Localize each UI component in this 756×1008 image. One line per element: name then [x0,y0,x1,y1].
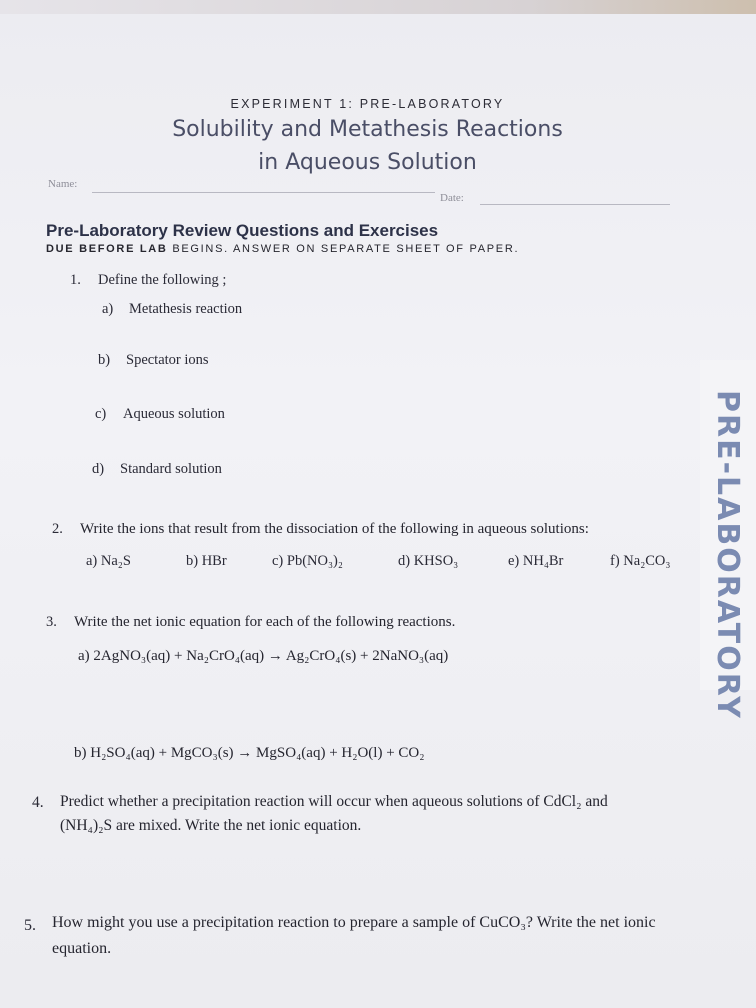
name-label: Name: [48,178,78,190]
q1-item-d-letter: d) [92,461,105,477]
q1-item-a-text: Metathesis reaction [129,301,243,317]
q2-item-c: c) Pb(NO₃)₂ [272,553,343,569]
q2-item-f: f) Na₂CO₃ [610,553,671,569]
page-title-line-2: in Aqueous Solution [258,150,477,175]
q2-item-b: b) HBr [186,553,227,569]
q2-item-d: d) KHSO₃ [398,553,459,569]
top-edge [0,0,756,14]
q2-item-a: a) Na₂S [86,553,131,569]
q1-item-b-text: Spectator ions [126,352,209,368]
q5-line-1: How might you use a precipitation reaction to prepare a sample of CuCO₃? Write the net ionic [52,914,656,931]
q1-item-c-letter: c) [95,406,107,422]
q3-equation-a: a) 2AgNO₃(aq) + Na₂CrO₄(aq) → Ag₂CrO₄(s) + 2NaNO₃(aq) [78,648,449,664]
q1-item-a-letter: a) [102,301,114,317]
due-notice-rest: BEGINS. ANSWER ON SEPARATE SHEET OF PAPER. [167,243,520,255]
q4-line-2: (NH₄)₂S are mixed. Write the net ionic equation. [60,817,362,834]
q2-item-e: e) NH₄Br [508,553,564,569]
experiment-heading: EXPERIMENT 1: PRE-LABORATORY [230,97,505,111]
q3-equation-b: b) H₂SO₄(aq) + MgCO₃(s) → MgSO₄(aq) + H₂O(l) + CO₂ [74,745,425,761]
q3-number: 3. [46,614,57,630]
section-title: Pre-Laboratory Review Questions and Exercises [46,221,439,240]
q3-text: Write the net ionic equation for each of the following reactions. [74,614,456,630]
q2-text: Write the ions that result from the dissociation of the following in aqueous solutions: [80,521,589,537]
q4-number: 4. [32,794,44,811]
q1-text: Define the following ; [98,272,227,288]
due-notice [46,243,519,255]
q1-number: 1. [70,272,81,288]
due-notice-bold: DUE BEFORE LAB [46,243,168,255]
q2-number: 2. [52,521,63,537]
date-label: Date: [440,192,464,204]
q5-line-2: equation. [52,940,112,957]
page-title-line-1: Solubility and Metathesis Reactions [172,117,563,142]
side-tab-label: PRE-LABORATORY [710,390,745,720]
date-field [480,204,670,205]
q4-line-1: Predict whether a precipitation reaction will occur when aqueous solutions of CdCl₂ and [60,793,608,810]
q1-item-b-letter: b) [98,352,111,368]
q5-number: 5. [24,917,36,934]
q1-item-c-text: Aqueous solution [123,406,225,422]
q1-item-d-text: Standard solution [120,461,222,477]
name-field [92,192,435,193]
